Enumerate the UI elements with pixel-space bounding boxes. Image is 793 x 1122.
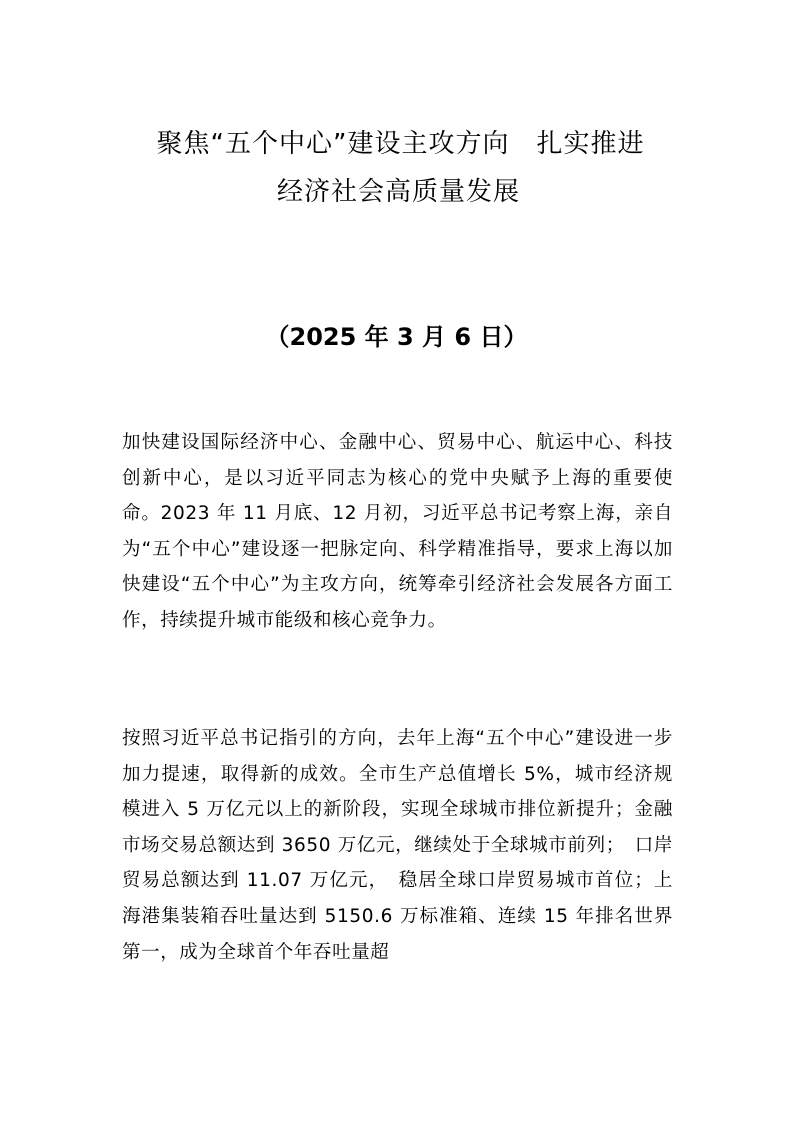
- document-date: （2025 年 3 月 6 日）: [265, 323, 528, 351]
- body-paragraph-1: 加快建设国际经济中心、金融中心、贸易中心、航运中心、科技创新中心，是以习近平同志为核心的党中央赋予上海的重要使命。2023 年 11 月底、12 月初，习近平总书记考察上海，亲自为“五个中心”建设逐一把脉定向、科学精准指导，要求上海以加快建设“五个中心”为主攻方向，统筹牵引经济社会发展各方面工作，持续提升城市能级和核心竞争力。: [122, 432, 673, 631]
- document-title-line-2: 经济社会高质量发展: [276, 177, 520, 207]
- body-paragraph-2: 按照习近平总书记指引的方向，去年上海“五个中心”建设进一步加力提速，取得新的成效。全市生产总值增长 5%，城市经济规模进入 5 万亿元以上的新阶段，实现全球城市排位新提升；金融市场交易总额达到 3650 万亿元，继续处于全球城市前列； 口岸贸易总额达到 11.07 万亿元， 稳居全球口岸贸易城市首位；上海港集装箱吞吐量达到 5150.6 万标准箱、连续 15 年排名世界第一，成为全球首个年吞吐量超: [122, 728, 673, 963]
- document-title-line-1: 聚焦“五个中心”建设主攻方向 扎实推进: [156, 129, 645, 159]
